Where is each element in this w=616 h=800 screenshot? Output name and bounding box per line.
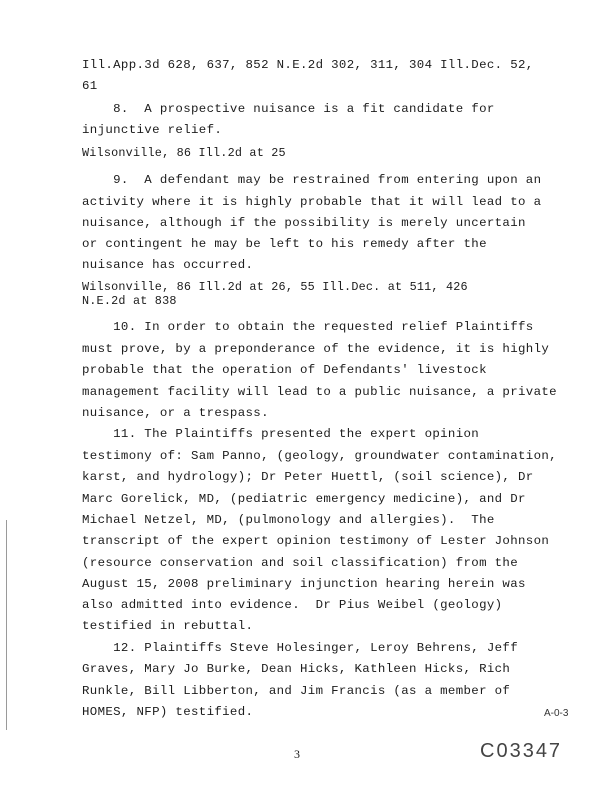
paragraph-9-line: or contingent he may be left to his remedy after the (82, 237, 487, 251)
paragraph-11-line: testified in rebuttal. (82, 619, 254, 633)
paragraph-12-line: Runkle, Bill Libberton, and Jim Francis (as a member of (82, 684, 511, 698)
paragraph-11-line: testimony of: Sam Panno, (geology, groundwater contamination, (82, 449, 557, 463)
paragraph-11-line: transcript of the expert opinion testimony of Lester Johnson (82, 534, 550, 548)
paragraph-12-line: 12. Plaintiffs Steve Holesinger, Leroy Behrens, Jeff (82, 641, 518, 655)
paragraph-10-line: 10. In order to obtain the requested relief Plaintiffs (82, 320, 534, 334)
paragraph-8-line: injunctive relief. (82, 123, 223, 137)
citation-line: N.E.2d at 838 (82, 294, 177, 308)
paragraph-11-line: August 15, 2008 preliminary injunction hearing herein was (82, 577, 526, 591)
paragraph-11-line: Michael Netzel, MD, (pulmonology and allergies). The (82, 513, 495, 527)
paragraph-10-line: probable that the operation of Defendants' livestock (82, 363, 487, 377)
paragraph-11-line: (resource conservation and soil classification) from the (82, 556, 518, 570)
paragraph-11-line: karst, and hydrology); Dr Peter Huettl, (soil science), Dr (82, 470, 534, 484)
paragraph-12-line: Graves, Mary Jo Burke, Dean Hicks, Kathleen Hicks, Rich (82, 662, 511, 676)
left-margin-scan-mark (6, 520, 7, 730)
paragraph-9-line: nuisance, although if the possibility is merely uncertain (82, 216, 526, 230)
citation-line: Ill.App.3d 628, 637, 852 N.E.2d 302, 311, 304 Ill.Dec. 52, (82, 58, 534, 72)
paragraph-9-line: 9. A defendant may be restrained from entering upon an (82, 173, 542, 187)
page-number: 3 (294, 747, 300, 761)
citation-line: Wilsonville, 86 Ill.2d at 25 (82, 146, 286, 160)
paragraph-8-line: 8. A prospective nuisance is a fit candidate for (82, 102, 495, 116)
citation-line: Wilsonville, 86 Ill.2d at 26, 55 Ill.Dec. at 511, 426 (82, 280, 468, 294)
paragraph-10-line: nuisance, or a trespass. (82, 406, 269, 420)
paragraph-9-line: nuisance has occurred. (82, 258, 254, 272)
paragraph-11-line: 11. The Plaintiffs presented the expert opinion (82, 427, 480, 441)
citation-line: 61 (82, 79, 98, 93)
paragraph-10-line: must prove, by a preponderance of the evidence, it is highly (82, 342, 550, 356)
paragraph-11-line: Marc Gorelick, MD, (pediatric emergency medicine), and Dr (82, 492, 526, 506)
exhibit-stamp: A-0-3 (544, 708, 569, 719)
bates-number: C03347 (480, 740, 563, 762)
paragraph-9-line: activity where it is highly probable that it will lead to a (82, 195, 542, 209)
paragraph-10-line: management facility will lead to a public nuisance, a private (82, 385, 557, 399)
paragraph-12-line: HOMES, NFP) testified. (82, 705, 254, 719)
paragraph-11-line: also admitted into evidence. Dr Pius Weibel (geology) (82, 598, 503, 612)
